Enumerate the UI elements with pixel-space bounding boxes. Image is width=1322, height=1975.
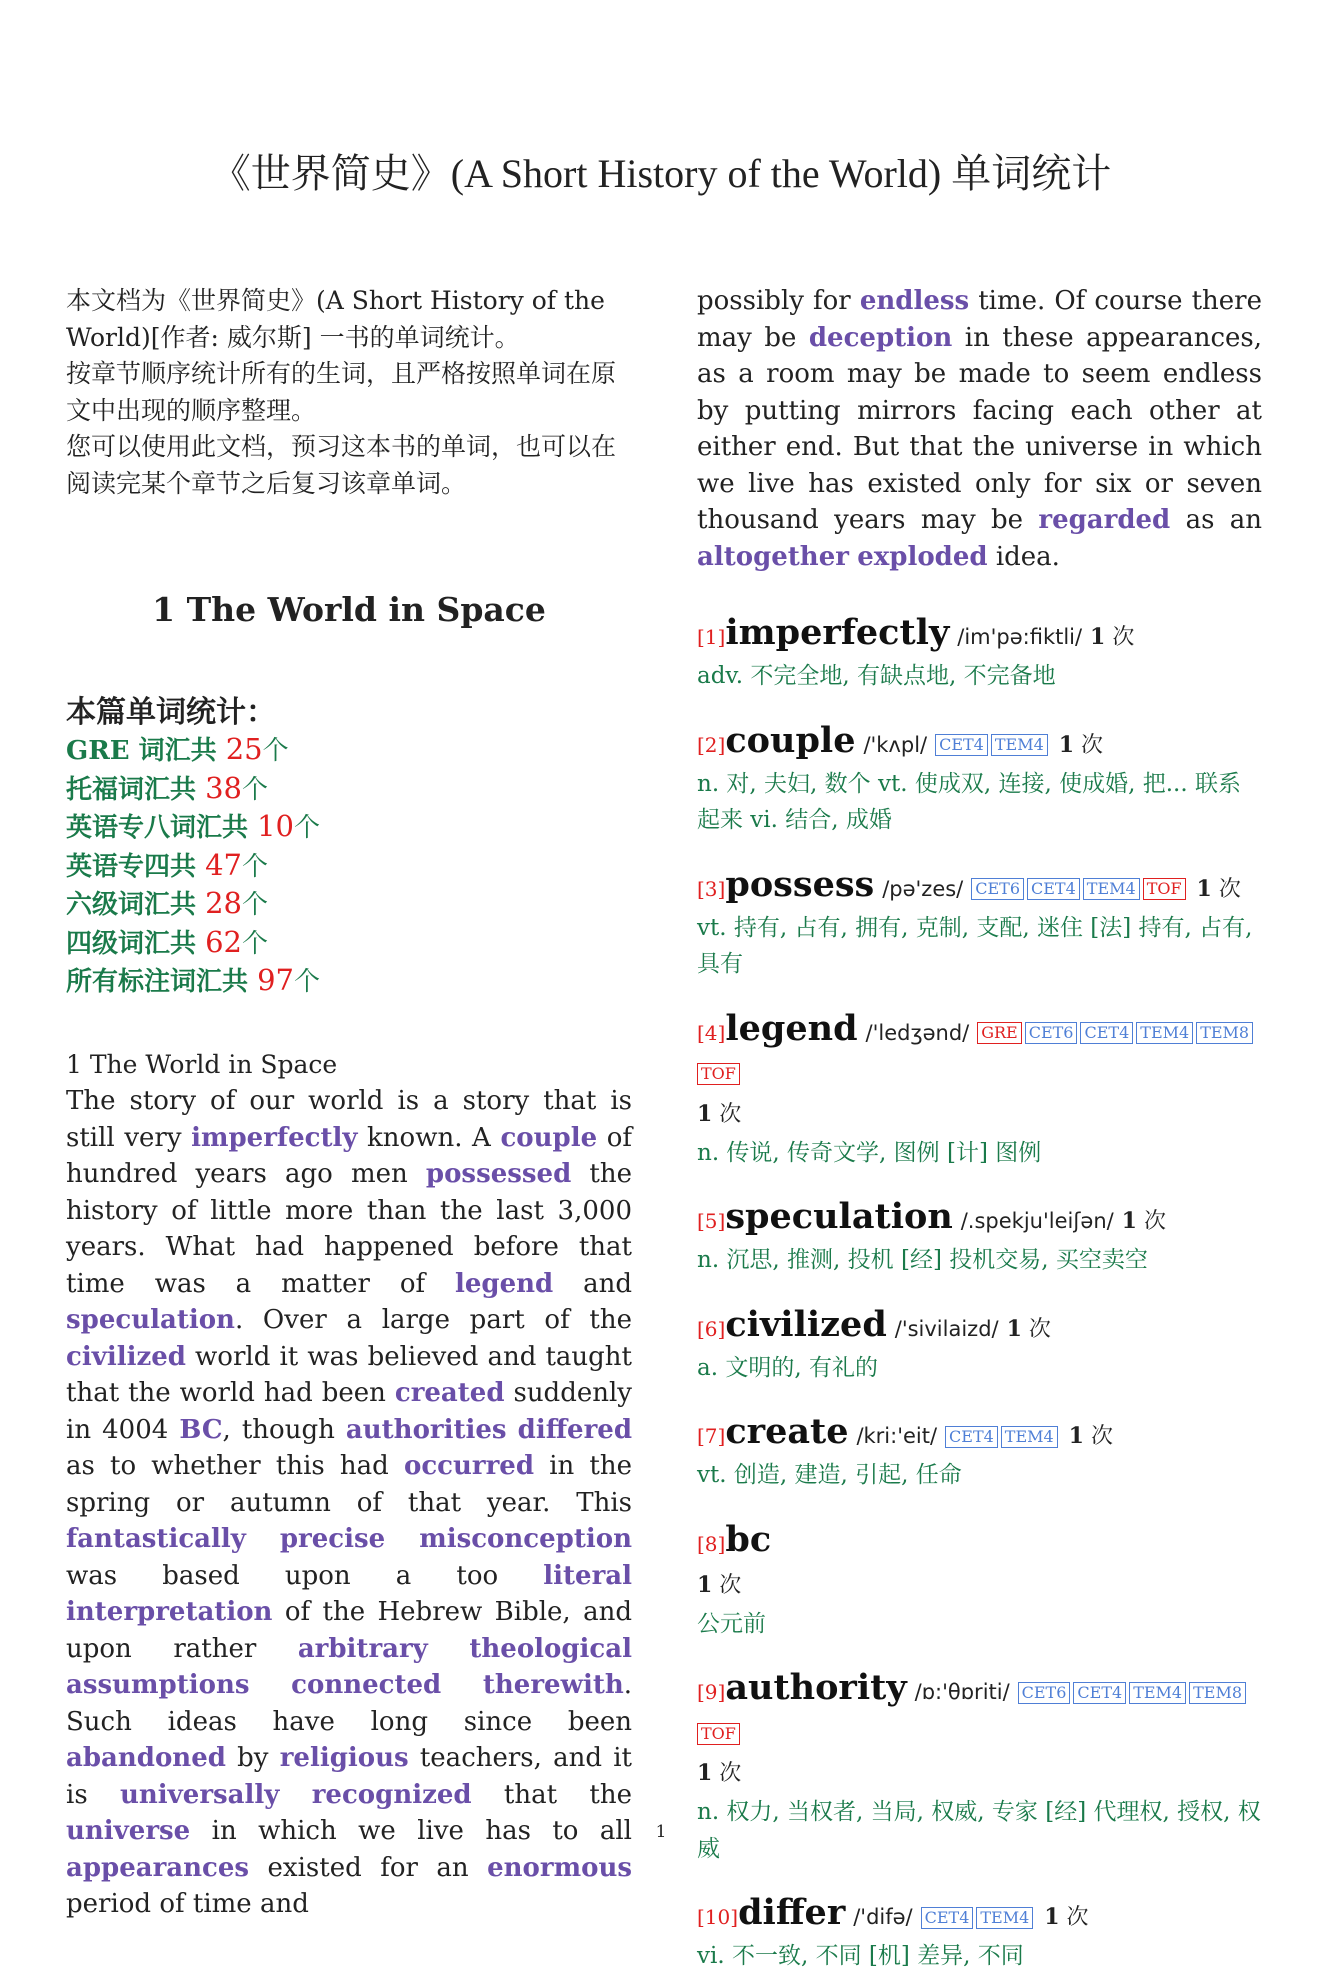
exam-tag: TEM4 <box>1129 1682 1186 1704</box>
exam-tag: CET6 <box>1025 1022 1078 1044</box>
highlighted-word: assumptions <box>66 1670 250 1700</box>
exam-tag: TEM4 <box>1083 878 1140 900</box>
entry-count-unit: 次 <box>1021 1316 1051 1342</box>
entry-count-number: 1 <box>697 1760 713 1786</box>
passage-text <box>849 542 857 572</box>
entry-count <box>697 1102 741 1127</box>
entry-number: [3] <box>697 876 726 901</box>
entry-count-unit: 次 <box>1136 1209 1166 1234</box>
stat-unit: 个 <box>293 967 320 997</box>
document-title: 《世界简史》(A Short History of the World) 单词统计 <box>210 151 1112 196</box>
entry-phonetic: /'ledʒənd/ <box>865 1020 970 1045</box>
passage-text: was based upon a too <box>66 1560 544 1591</box>
exam-tag: TEM8 <box>1196 1022 1253 1044</box>
entry-word: speculation <box>725 1196 953 1237</box>
passage-text: in which we live has to all <box>190 1816 632 1846</box>
passage-text: . Such ideas have long since been <box>66 1670 633 1737</box>
passage-text: world it was believed and taught that the world had been <box>66 1341 632 1408</box>
exam-tag: CET4 <box>935 734 988 756</box>
exam-tag: CET6 <box>971 878 1024 900</box>
highlighted-word: created <box>394 1378 505 1408</box>
vocab-entry <box>697 613 1262 695</box>
exam-tag: CET4 <box>1080 1022 1133 1044</box>
stat-count: 28 <box>205 886 242 920</box>
exam-tag: TEM4 <box>991 734 1048 756</box>
passage-text: . Over a large part of the <box>234 1305 632 1335</box>
exam-tag: TOF <box>697 1063 740 1085</box>
entry-count-unit: 次 <box>712 1101 742 1127</box>
highlighted-word: regarded <box>1038 505 1171 535</box>
highlighted-word: misconception <box>419 1524 632 1554</box>
highlighted-word: endless <box>859 286 970 316</box>
stat-count: 38 <box>205 770 242 805</box>
exam-tag: CET4 <box>1027 878 1080 900</box>
vocab-entry <box>697 1305 1262 1387</box>
stat-count: 47 <box>205 847 242 882</box>
entry-phonetic: /.spekju'leiʃən/ <box>960 1209 1114 1233</box>
entry-number: [2] <box>697 732 726 757</box>
entry-header <box>697 1520 1262 1606</box>
highlighted-word: speculation <box>66 1305 235 1335</box>
stat-count: 10 <box>257 809 294 843</box>
highlighted-word: BC <box>179 1414 223 1445</box>
entry-header <box>697 865 1262 910</box>
vocab-entry <box>697 1520 1262 1643</box>
vocab-entry <box>697 1197 1262 1279</box>
stat-unit: 个 <box>262 736 289 766</box>
highlighted-word: arbitrary <box>297 1633 428 1664</box>
entry-count-unit: 次 <box>712 1761 742 1786</box>
entry-header <box>697 1305 1262 1350</box>
stat-label: 四级词汇共 <box>66 928 206 959</box>
highlighted-word: recognized <box>311 1779 472 1810</box>
entry-count-unit: 次 <box>1059 1905 1089 1930</box>
intro-text <box>66 283 632 502</box>
entry-count-number: 1 <box>1006 1315 1022 1342</box>
passage-text: suddenly in 4004 <box>66 1378 632 1445</box>
entry-word: couple <box>725 719 856 761</box>
left-column <box>66 283 632 1923</box>
entry-word: legend <box>725 1007 858 1049</box>
entry-word: authority <box>725 1667 907 1708</box>
stat-line <box>66 924 632 963</box>
stat-label: 英语专八词汇共 <box>66 813 258 843</box>
intro-line-3: 您可以使用此文档，预习这本书的单词，也可以在阅读完某个章节之后复习该章单词。 <box>66 432 617 498</box>
entry-count <box>1007 1317 1051 1342</box>
passage-text: that the <box>471 1779 632 1810</box>
entry-definition: a. 文明的, 有礼的 <box>697 1354 878 1381</box>
entry-number: [7] <box>697 1424 726 1448</box>
stats-list <box>66 731 632 1001</box>
entry-count <box>697 1761 741 1786</box>
exam-tag: GRE <box>977 1022 1022 1044</box>
entry-definition: n. 传说, 传奇文学, 图例 [计] 图例 <box>697 1139 1042 1166</box>
entry-count-number: 1 <box>697 1571 713 1598</box>
highlighted-word: differed <box>517 1414 633 1445</box>
entry-header <box>697 1412 1262 1457</box>
passage-text: as an <box>1170 505 1262 535</box>
entry-definition: n. 权力, 当权者, 当局, 权威, 专家 [经] 代理权, 授权, 权威 <box>697 1799 1261 1862</box>
entry-header <box>697 1668 1262 1794</box>
highlighted-word: connected <box>291 1670 442 1700</box>
passage-right <box>697 283 1262 575</box>
highlighted-word: universally <box>120 1779 280 1810</box>
entry-word: imperfectly <box>725 612 950 653</box>
passage-text: , though <box>222 1414 346 1445</box>
entry-count-unit: 次 <box>1105 625 1135 650</box>
entry-number: [9] <box>697 1680 726 1704</box>
passage-text: teachers, and it is <box>66 1743 632 1810</box>
entry-count-unit: 次 <box>712 1572 742 1598</box>
exam-tag: CET4 <box>921 1907 974 1929</box>
entry-word: bc <box>725 1518 772 1560</box>
passage-text <box>246 1524 280 1554</box>
entry-number: [8] <box>697 1531 726 1556</box>
chapter-title: 1 The World in Space <box>152 590 546 629</box>
entry-count <box>1090 625 1134 650</box>
entry-count-number: 1 <box>1196 875 1212 902</box>
entry-definition: vt. 创造, 建造, 引起, 任命 <box>697 1462 962 1488</box>
exam-tag: CET4 <box>1073 1682 1126 1704</box>
exam-tag: CET6 <box>1018 1682 1071 1704</box>
passage-text <box>385 1524 419 1554</box>
entry-count <box>1197 877 1241 902</box>
word-entries <box>697 613 1262 1975</box>
entry-word: possess <box>725 863 875 905</box>
entry-definition: n. 对, 夫妇, 数个 vt. 使成双, 连接, 使成婚, 把... 联系起来 vi. 结合, 成婚 <box>697 770 1241 833</box>
highlighted-word: authorities <box>345 1414 507 1445</box>
stat-label: 六级词汇共 <box>66 890 206 920</box>
page-number: 1 <box>655 1822 667 1842</box>
entry-count-number: 1 <box>1068 1423 1084 1449</box>
entry-header <box>697 1893 1262 1938</box>
vocab-entry <box>697 1412 1262 1494</box>
passage-text: by <box>225 1743 280 1773</box>
highlighted-word: theological <box>469 1633 632 1664</box>
passage-text <box>441 1670 483 1700</box>
entry-definition: adv. 不完全地, 有缺点地, 不完备地 <box>697 663 1056 689</box>
entry-phonetic: /'kʌpl/ <box>863 732 928 757</box>
stat-label: GRE 词汇共 <box>66 736 226 766</box>
entry-count-number: 1 <box>697 1100 713 1127</box>
entry-phonetic: /'difə/ <box>853 1905 913 1929</box>
entry-phonetic: /pə'zes/ <box>882 876 964 901</box>
entry-word: differ <box>738 1892 846 1933</box>
highlighted-word: fantastically <box>66 1524 246 1554</box>
passage-text <box>250 1670 292 1700</box>
highlighted-word: legend <box>454 1268 554 1299</box>
vocab-entry <box>697 1893 1262 1975</box>
stat-label: 所有标注词汇共 <box>66 967 258 997</box>
entry-number: [10] <box>697 1905 739 1929</box>
entry-count-unit: 次 <box>1211 876 1241 902</box>
entry-definition: 公元前 <box>697 1610 766 1637</box>
passage-text: of the Hebrew Bible, and upon rather <box>66 1597 632 1664</box>
stat-count: 62 <box>205 924 242 959</box>
passage-text: and <box>553 1268 632 1299</box>
passage-text: the history of little more than the last 3,000 years. What had happened before that time was a matter of <box>66 1159 632 1299</box>
entry-count-unit: 次 <box>1074 732 1104 758</box>
entry-phonetic: /im'pə:fiktli/ <box>957 625 1083 649</box>
right-column <box>697 283 1262 1975</box>
passage-text <box>428 1634 470 1664</box>
highlighted-word: interpretation <box>66 1597 273 1627</box>
exam-tag: TEM4 <box>976 1907 1033 1929</box>
highlighted-word: enormous <box>487 1852 632 1883</box>
entry-count-number: 1 <box>1121 1208 1137 1234</box>
passage-text: known. A <box>357 1122 501 1153</box>
stat-line <box>66 808 632 847</box>
entry-definition: vt. 持有, 占有, 拥有, 克制, 支配, 迷住 [法] 持有, 占有, 具有 <box>697 914 1253 977</box>
highlighted-word: possessed <box>425 1159 572 1189</box>
entry-definition: vi. 不一致, 不同 [机] 差异, 不同 <box>697 1943 1024 1969</box>
highlighted-word: imperfectly <box>191 1122 358 1153</box>
highlighted-word: literal <box>543 1560 632 1591</box>
highlighted-word: religious <box>279 1743 409 1773</box>
highlighted-word: civilized <box>66 1341 186 1372</box>
stat-unit: 个 <box>241 851 268 882</box>
stat-count: 97 <box>257 963 294 997</box>
passage-text: of hundred years ago men <box>66 1122 632 1189</box>
stat-unit: 个 <box>241 774 268 805</box>
entry-count <box>697 1573 741 1598</box>
entry-header <box>697 721 1262 766</box>
entry-count <box>1122 1209 1166 1234</box>
vocab-entry <box>697 1009 1262 1172</box>
exam-tag: TEM4 <box>1001 1426 1058 1448</box>
entry-header <box>697 613 1262 658</box>
entry-number: [5] <box>697 1209 726 1233</box>
stat-unit: 个 <box>293 813 320 843</box>
entry-count-number: 1 <box>1090 624 1106 650</box>
entry-word: create <box>725 1411 849 1452</box>
passage-text: in the spring or autumn of that year. This <box>66 1451 633 1518</box>
vocab-entry <box>697 721 1262 839</box>
entry-header <box>697 1009 1262 1135</box>
passage-text: period of time and <box>66 1889 309 1919</box>
passage-text: possibly for <box>697 286 860 316</box>
highlighted-word: altogether <box>697 541 849 572</box>
entry-count <box>1044 1905 1088 1930</box>
intro-line-2: 按章节顺序统计所有的生词，且严格按照单词在原文中出现的顺序整理。 <box>66 359 617 425</box>
entry-phonetic: /ɒ:'θɒriti/ <box>914 1680 1010 1704</box>
stat-line <box>66 731 632 770</box>
passage-left <box>66 1083 632 1923</box>
exam-tag: CET4 <box>945 1426 998 1448</box>
passage-text: time. Of course there may be <box>697 286 1262 353</box>
stat-count: 25 <box>225 732 263 766</box>
highlighted-word: precise <box>279 1524 386 1554</box>
passage-text <box>507 1415 518 1445</box>
highlighted-word: appearances <box>66 1852 250 1883</box>
entry-count <box>1059 733 1103 758</box>
passage-text: idea. <box>987 541 1060 572</box>
stats-title: 本篇单词统计： <box>66 695 276 730</box>
highlighted-word: exploded <box>857 541 988 572</box>
exam-tag: TOF <box>697 1723 740 1745</box>
entry-count-number: 1 <box>1044 1904 1060 1930</box>
intro-line-1: 本文档为《世界简史》(A Short History of the World)[作者: 威尔斯] 一书的单词统计。 <box>66 286 605 352</box>
entry-phonetic: /kri:'eit/ <box>856 1424 938 1448</box>
highlighted-word: universe <box>66 1816 191 1846</box>
passage-text: existed for an <box>249 1852 488 1883</box>
entry-word: civilized <box>725 1303 887 1345</box>
entry-count-number: 1 <box>1058 731 1075 758</box>
stat-line <box>66 770 632 809</box>
exam-tag: TEM4 <box>1136 1022 1193 1044</box>
entry-header <box>697 1197 1262 1242</box>
entry-number: [4] <box>697 1020 726 1045</box>
entry-definition: n. 沉思, 推测, 投机 [经] 投机交易, 买空卖空 <box>697 1247 1148 1273</box>
stat-unit: 个 <box>241 928 268 959</box>
exam-tag: TOF <box>1143 878 1186 900</box>
stat-unit: 个 <box>241 890 268 920</box>
entry-number: [1] <box>697 625 726 649</box>
stat-label: 托福词汇共 <box>66 774 206 805</box>
passage-text <box>279 1780 311 1810</box>
highlighted-word: deception <box>808 322 953 353</box>
entry-number: [6] <box>697 1316 726 1341</box>
passage-text: in these appearances, as a room may be made to seem endless by putting mirrors facing each other at either end. But that the universe in which we live has existed only for six or seven thousand years may be <box>697 322 1263 535</box>
entry-count <box>1069 1424 1113 1449</box>
chapter-subtitle: 1 The World in Space <box>66 1049 338 1079</box>
entry-count-unit: 次 <box>1083 1424 1113 1449</box>
highlighted-word: therewith <box>482 1670 624 1700</box>
vocab-entry <box>697 865 1262 983</box>
highlighted-word: couple <box>500 1122 598 1153</box>
entry-phonetic: /'sivilaizd/ <box>894 1316 999 1341</box>
highlighted-word: abandoned <box>66 1743 226 1773</box>
highlighted-word: occurred <box>403 1451 535 1481</box>
passage-text: as to whether this had <box>66 1451 404 1481</box>
exam-tag: TEM8 <box>1189 1682 1246 1704</box>
stat-line <box>66 885 632 924</box>
stat-line <box>66 962 632 1001</box>
stat-line <box>66 847 632 886</box>
passage-text: The story of our world is a story that is still very <box>66 1086 632 1153</box>
stat-label: 英语专四共 <box>66 851 206 882</box>
